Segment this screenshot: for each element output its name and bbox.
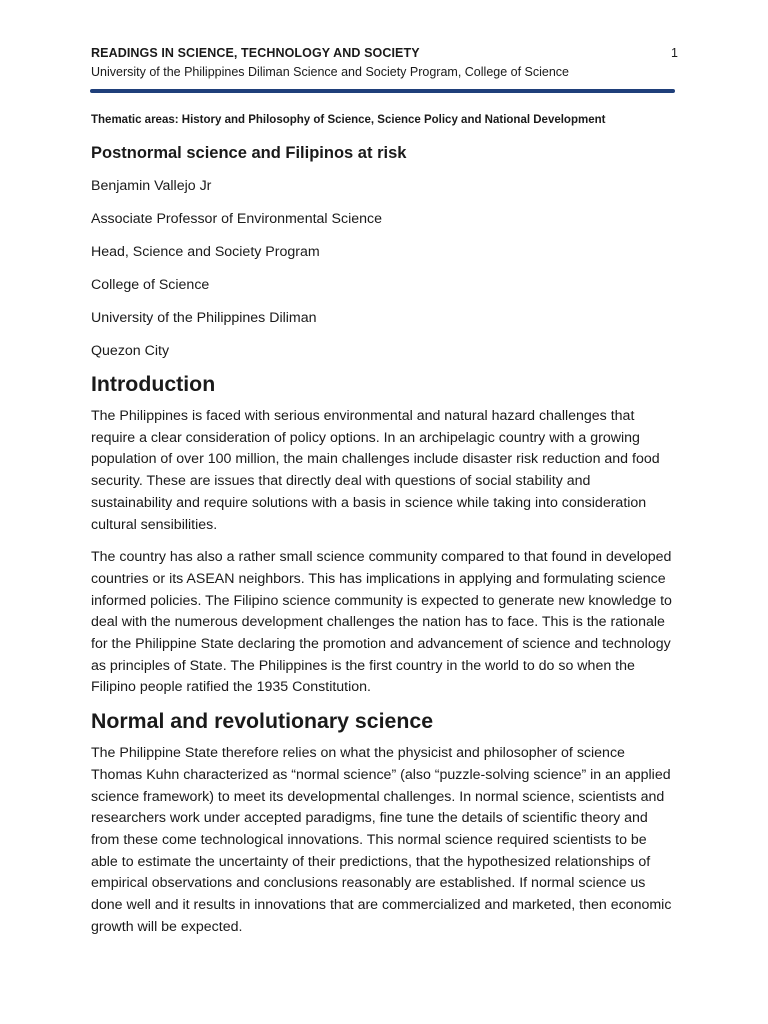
- header-title: READINGS IN SCIENCE, TECHNOLOGY AND SOCIETY: [91, 46, 420, 60]
- thematic-areas: Thematic areas: History and Philosophy of Science, Science Policy and National Development: [91, 114, 606, 126]
- paragraph: The country has also a rather small science community compared to that found in developed countries or its ASEAN neighbors. This has implications in applying and formulating science informed policies. The Filipino science community is expected to generate new knowledge to deal with the numerous development challenges the nation has to face. This is the rationale for the Philippine State declaring the promotion and advancement of science and technology as principles of State. The Philippines is the first country in the world to do so when the Filipino people ratified the 1935 Constitution.: [91, 549, 672, 696]
- author-city: Quezon City: [91, 343, 170, 359]
- document-title: Postnormal science and Filipinos at risk: [91, 144, 407, 162]
- paragraph: The Philippines is faced with serious environmental and natural hazard challenges that require a clear consideration of policy options. In an archipelagic country with a growing population of over 100 million, the main challenges include disaster risk reduction and food security. These are issues that directly deal with questions of social stability and sustainability and require solutions with a basis in science while taking into consideration cultural sensibilities.: [91, 408, 660, 533]
- author-college: College of Science: [91, 277, 210, 293]
- author-block: [91, 175, 673, 362]
- section-heading: Normal and revolutionary science: [91, 709, 434, 734]
- running-header: [91, 45, 681, 80]
- paragraph: The Philippine State therefore relies on what the physicist and philosopher of science Thomas Kuhn characterized as “normal science” (also “puzzle-solving science” in an applied science framework) to meet its developmental challenges. In normal science, scientists and researchers work under accepted paradigms, fine tune the details of scientific theory and from these come technological innovations. This normal science required scientists to be able to estimate the uncertainty of their predictions, that the hypothesized relationships of empirical observations and conclusions reasonably are established. If normal science us done well and it results in innovations that are commercialized and marketed, then economic growth will be expected.: [91, 745, 672, 935]
- section-introduction: [91, 373, 673, 699]
- section-normal-revolutionary-science: [91, 710, 673, 938]
- header-divider: [90, 89, 675, 93]
- header-subtitle: University of the Philippines Diliman Science and Society Program, College of Science: [91, 65, 570, 79]
- page-number: 1: [671, 46, 678, 60]
- author-university: University of the Philippines Diliman: [91, 310, 317, 326]
- section-heading: Introduction: [91, 372, 216, 396]
- author-role: Head, Science and Society Program: [91, 244, 320, 260]
- author-name: Benjamin Vallejo Jr: [91, 178, 212, 194]
- document-body: [91, 112, 673, 938]
- author-position: Associate Professor of Environmental Science: [91, 211, 382, 227]
